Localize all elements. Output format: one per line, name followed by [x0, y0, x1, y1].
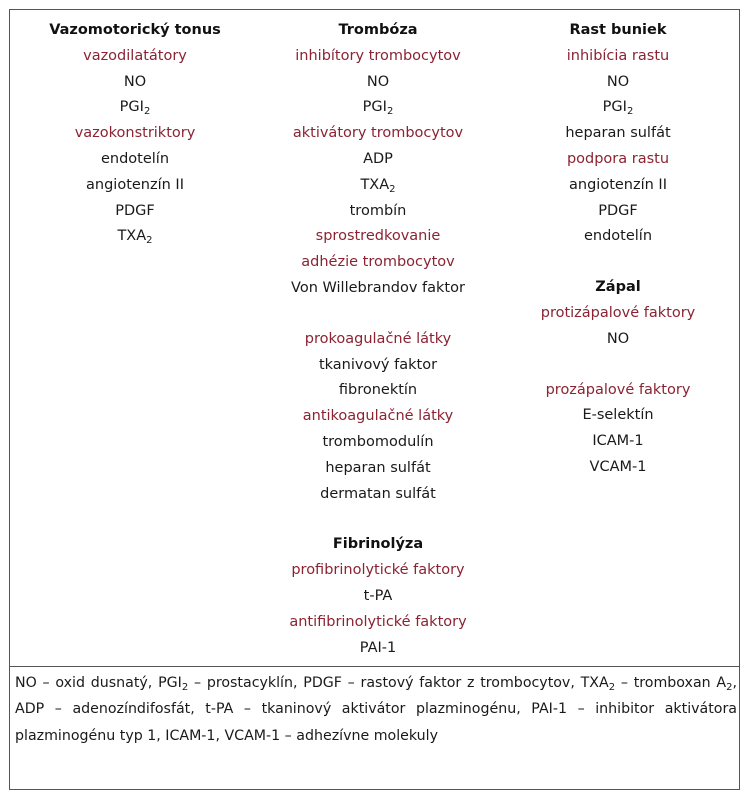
column-heading: Rast buniek	[569, 22, 667, 38]
list-item: heparan sulfát	[325, 459, 431, 476]
list-item: dermatan sulfát	[320, 485, 436, 502]
list-item: angiotenzín II	[86, 176, 184, 193]
list-item: $PGI_2$	[602, 99, 634, 118]
list-item: heparan sulfát	[565, 125, 671, 142]
list-item: E-selektín	[582, 407, 654, 424]
category-label: podpora rastu	[566, 150, 670, 167]
column-heading: Vazomotorický tonus	[49, 22, 221, 38]
category-label: profibrinolytické faktory	[291, 562, 465, 579]
section-heading: Fibrinolýza	[332, 536, 424, 553]
list-item: PDGF	[115, 202, 155, 219]
list-item: NO	[366, 73, 390, 90]
abbreviations-footnote: NO – oxid dusnatý, $PGI_2$ – prostacyklín, PDGF – rastový faktor z trombocytov, $TXA_2$ – tromboxan $A_2$, ADP – adenozíndifosfát, t-PA – tkaninový aktivátor plazminogénu, PAI-1 – inhibitor aktivátora plazminogénu typ 1, ICAM-1, VCAM-1 – adhezívne molekuly	[15, 675, 737, 744]
list-item: t-PA	[363, 587, 393, 604]
list-item: NO	[606, 73, 630, 90]
list-item: trombín	[349, 202, 407, 219]
list-item: tkanivový faktor	[318, 356, 438, 373]
list-item: NO	[123, 73, 147, 90]
column-cell-growth	[508, 18, 728, 481]
category-label: vazokonstriktory	[74, 125, 196, 142]
category-label: antikoagulačné látky	[302, 408, 454, 425]
list-item: endotelín	[583, 228, 653, 245]
category-label: prokoagulačné látky	[304, 330, 452, 347]
footnote-divider	[10, 666, 739, 667]
category-label: sprostredkovanie	[315, 228, 441, 245]
category-label: aktivátory trombocytov	[292, 125, 464, 142]
list-item: PDGF	[598, 202, 638, 219]
column-vasomotor	[30, 18, 240, 250]
column-thrombosis	[258, 18, 498, 661]
list-item: VCAM-1	[589, 458, 647, 475]
list-item: $TXA_2$	[117, 228, 153, 247]
list-item: ADP	[363, 150, 393, 167]
list-item: ICAM-1	[592, 433, 644, 450]
category-label: prozápalové faktory	[545, 381, 691, 398]
list-item: endotelín	[100, 150, 170, 167]
section-heading: Zápal	[595, 279, 641, 296]
list-item: angiotenzín II	[569, 176, 667, 193]
list-item: fibronektín	[338, 382, 418, 399]
list-item: Von Willebrandov faktor	[291, 279, 465, 296]
category-label: vazodilatátory	[83, 47, 187, 64]
category-label: protizápalové faktory	[540, 304, 696, 321]
list-item: NO	[606, 330, 630, 347]
list-item: $PGI_2$	[119, 99, 151, 118]
category-label: inhibítory trombocytov	[295, 47, 461, 64]
category-label: inhibícia rastu	[566, 47, 670, 64]
category-label: antifibrinolytické faktory	[289, 613, 467, 630]
category-label: adhézie trombocytov	[301, 254, 455, 271]
column-heading: Trombóza	[338, 22, 418, 38]
list-item: $PGI_2$	[362, 99, 394, 118]
list-item: trombomodulín	[322, 433, 434, 450]
list-item: PAI-1	[359, 639, 397, 656]
list-item: $TXA_2$	[360, 176, 396, 195]
